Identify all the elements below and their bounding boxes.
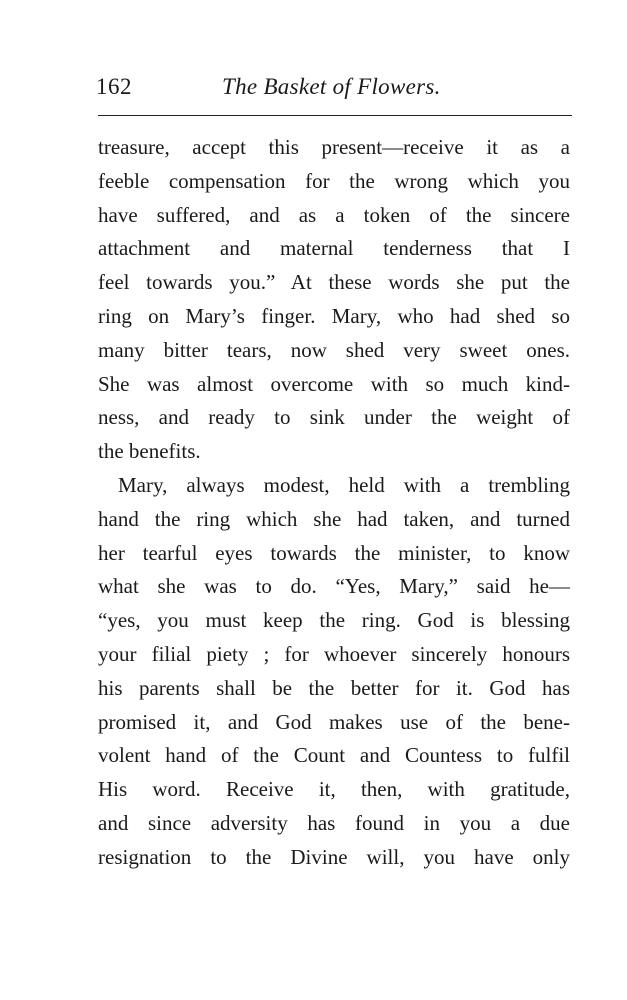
paragraph-2 bbox=[98, 469, 570, 875]
text-line: your filial piety ; for whoever sincerely honours bbox=[98, 641, 570, 666]
text-line: volent hand of the Count and Countess to fulfil bbox=[98, 743, 570, 768]
text-line: His word. Receive it, then, with gratitude, bbox=[98, 777, 570, 802]
text-line: have suffered, and as a token of the sincere bbox=[98, 202, 570, 227]
text-line: what she was to do. “Yes, Mary,” said he— bbox=[98, 574, 570, 599]
text-line: treasure, accept this present—receive it as a bbox=[98, 135, 570, 159]
running-title: The Basket of Flowers. bbox=[222, 74, 441, 99]
text-line: his parents shall be the better for it. God has bbox=[98, 675, 570, 700]
text-line: ring on Mary’s finger. Mary, who had shed so bbox=[98, 303, 570, 328]
text-line: her tearful eyes towards the minister, to know bbox=[98, 540, 570, 565]
text-line: promised it, and God makes use of the bene- bbox=[98, 709, 570, 734]
text-line: attachment and maternal tenderness that I bbox=[98, 236, 570, 261]
text-line: many bitter tears, now shed very sweet ones. bbox=[98, 337, 570, 362]
text-line: hand the ring which she had taken, and turned bbox=[98, 506, 570, 531]
header-rule bbox=[98, 115, 572, 116]
text-line: the benefits. bbox=[98, 439, 201, 464]
page-header bbox=[96, 74, 571, 106]
text-line: ness, and ready to sink under the weight of bbox=[98, 405, 570, 430]
text-line: She was almost overcome with so much kind- bbox=[98, 371, 570, 396]
paragraph-1 bbox=[98, 131, 570, 469]
text-line: feel towards you.” At these words she put the bbox=[98, 270, 570, 295]
body-text bbox=[98, 131, 570, 875]
text-line: Mary, always modest, held with a trembling bbox=[118, 472, 570, 497]
page-number: 162 bbox=[96, 74, 132, 99]
text-line: resignation to the Divine will, you have only bbox=[98, 844, 570, 869]
text-line: and since adversity has found in you a due bbox=[98, 810, 570, 835]
text-line: feeble compensation for the wrong which you bbox=[98, 168, 570, 193]
text-line: “yes, you must keep the ring. God is blessing bbox=[98, 608, 570, 633]
